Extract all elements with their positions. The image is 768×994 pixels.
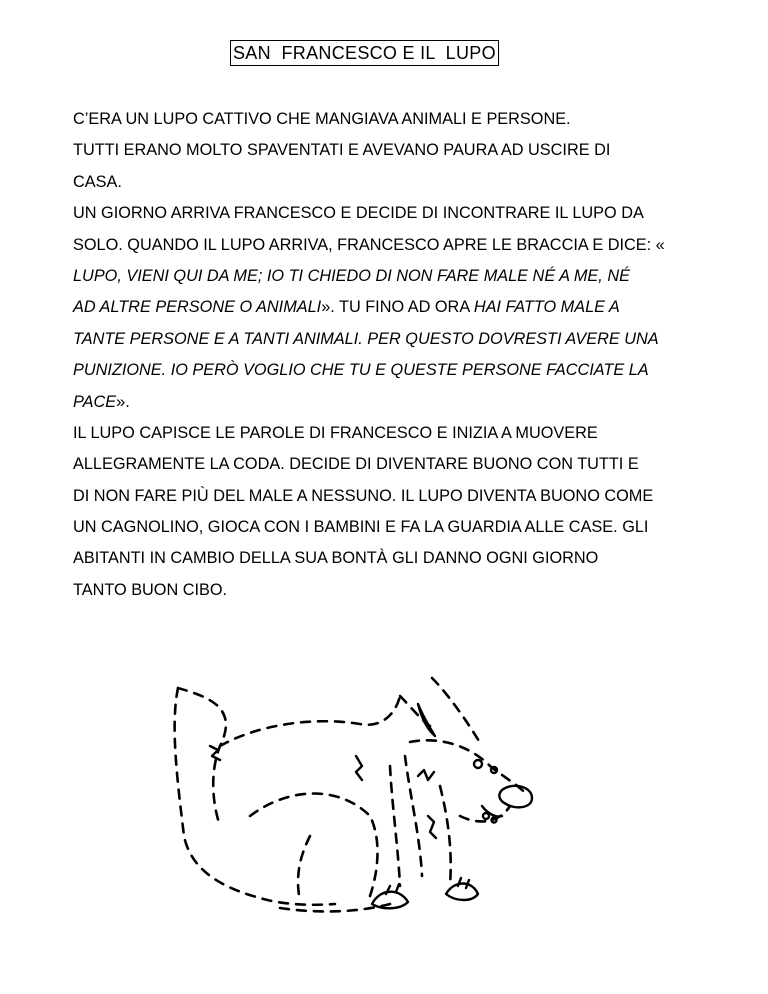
story-line-8: TANTE PERSONE E A TANTI ANIMALI. PER QUESTO DOVRESTI AVERE UNA <box>73 329 659 348</box>
story-line-10-normal: ». <box>116 392 130 411</box>
story-line-2: TUTTI ERANO MOLTO SPAVENTATI E AVEVANO PAURA AD USCIRE DI <box>73 141 611 160</box>
story-line-1: C’ERA UN LUPO CATTIVO CHE MANGIAVA ANIMALI E PERSONE. <box>73 110 571 128</box>
story-line-14: UN CAGNOLINO, GIOCA CON I BAMBINI E FA LA GUARDIA ALLE CASE. GLI <box>73 518 649 537</box>
story-line-10-italic: PACE <box>73 392 117 411</box>
story-line-7-normal: ». TU FINO AD ORA <box>321 298 474 317</box>
story-text <box>73 104 713 606</box>
story-line-13: DI NON FARE PIÙ DEL MALE A NESSUNO. IL LUPO DIVENTA BUONO COME <box>73 486 654 505</box>
story-line-7-italic-b: HAI FATTO MALE A <box>473 298 620 317</box>
story-line-5: SOLO. QUANDO IL LUPO ARRIVA, FRANCESCO APRE LE BRACCIA E DICE: « <box>73 235 665 254</box>
page-title: SAN FRANCESCO E IL LUPO <box>230 40 499 66</box>
story-line-9: PUNIZIONE. IO PERÒ VOGLIO CHE TU E QUESTE PERSONE FACCIATE LA <box>73 361 649 380</box>
story-line-6: LUPO, VIENI QUI DA ME; IO TI CHIEDO DI NON FARE MALE NÉ A ME, NÉ <box>73 266 630 285</box>
story-line-4: UN GIORNO ARRIVA FRANCESCO E DECIDE DI INCONTRARE IL LUPO DA <box>73 204 644 223</box>
story-line-7-italic-a: AD ALTRE PERSONE O ANIMALI <box>73 298 322 317</box>
story-line-11: IL LUPO CAPISCE LE PAROLE DI FRANCESCO E INIZIA A MUOVERE <box>73 423 598 442</box>
story-line-10 <box>73 387 713 418</box>
story-line-16: TANTO BUON CIBO. <box>73 580 228 599</box>
story-line-15: ABITANTI IN CAMBIO DELLA SUA BONTÀ GLI DANNO OGNI GIORNO <box>73 549 599 568</box>
wolf-drawing-icon <box>160 666 540 926</box>
wolf-dotted-outline-svg <box>160 666 540 926</box>
story-line-3: CASA. <box>73 172 122 191</box>
story-line-7 <box>73 292 713 323</box>
story-line-12: ALLEGRAMENTE LA CODA. DECIDE DI DIVENTARE BUONO CON TUTTI E <box>73 455 639 474</box>
